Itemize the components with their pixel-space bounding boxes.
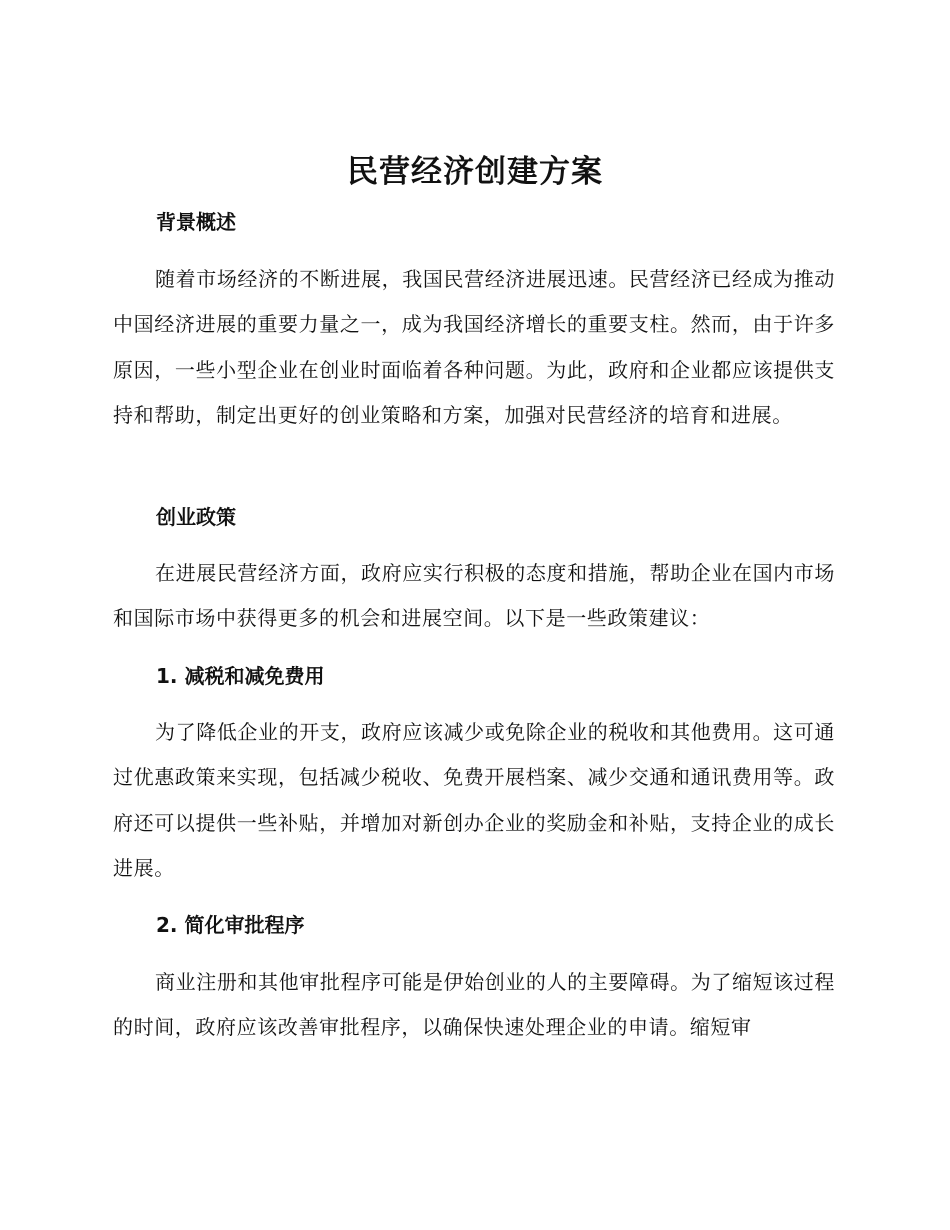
section-paragraph-simplify-approval: 商业注册和其他审批程序可能是伊始创业的人的主要障碍。为了缩短该过程的时间，政府应该改善审批程序，以确保快速处理企业的申请。缩短审 xyxy=(113,970,835,1040)
section-heading-simplify-approval: 2. 简化审批程序 xyxy=(156,913,305,937)
section-heading-startup-policy: 创业政策 xyxy=(156,505,236,529)
section-paragraph-background: 随着市场经济的不断进展，我国民营经济进展迅速。民营经济已经成为推动中国经济进展的重要力量之一，成为我国经济增长的重要支柱。然而，由于许多原因，一些小型企业在创业时面临着各种问题。为此，政府和企业都应该提供支持和帮助，制定出更好的创业策略和方案，加强对民营经济的培育和进展。 xyxy=(113,267,835,427)
section-heading-tax-reduction: 1. 减税和减免费用 xyxy=(156,664,325,688)
section-heading-background: 背景概述 xyxy=(156,210,236,234)
section-paragraph-startup-policy: 在进展民营经济方面，政府应实行积极的态度和措施，帮助企业在国内市场和国际市场中获得更多的机会和进展空间。以下是一些政策建议： xyxy=(113,561,835,631)
section-paragraph-tax-reduction: 为了降低企业的开支，政府应该减少或免除企业的税收和其他费用。这可通过优惠政策来实现，包括减少税收、免费开展档案、减少交通和通讯费用等。政府还可以提供一些补贴，并增加对新创办企业的奖励金和补贴，支持企业的成长进展。 xyxy=(113,720,835,880)
document-title: 民营经济创建方案 xyxy=(347,154,603,190)
